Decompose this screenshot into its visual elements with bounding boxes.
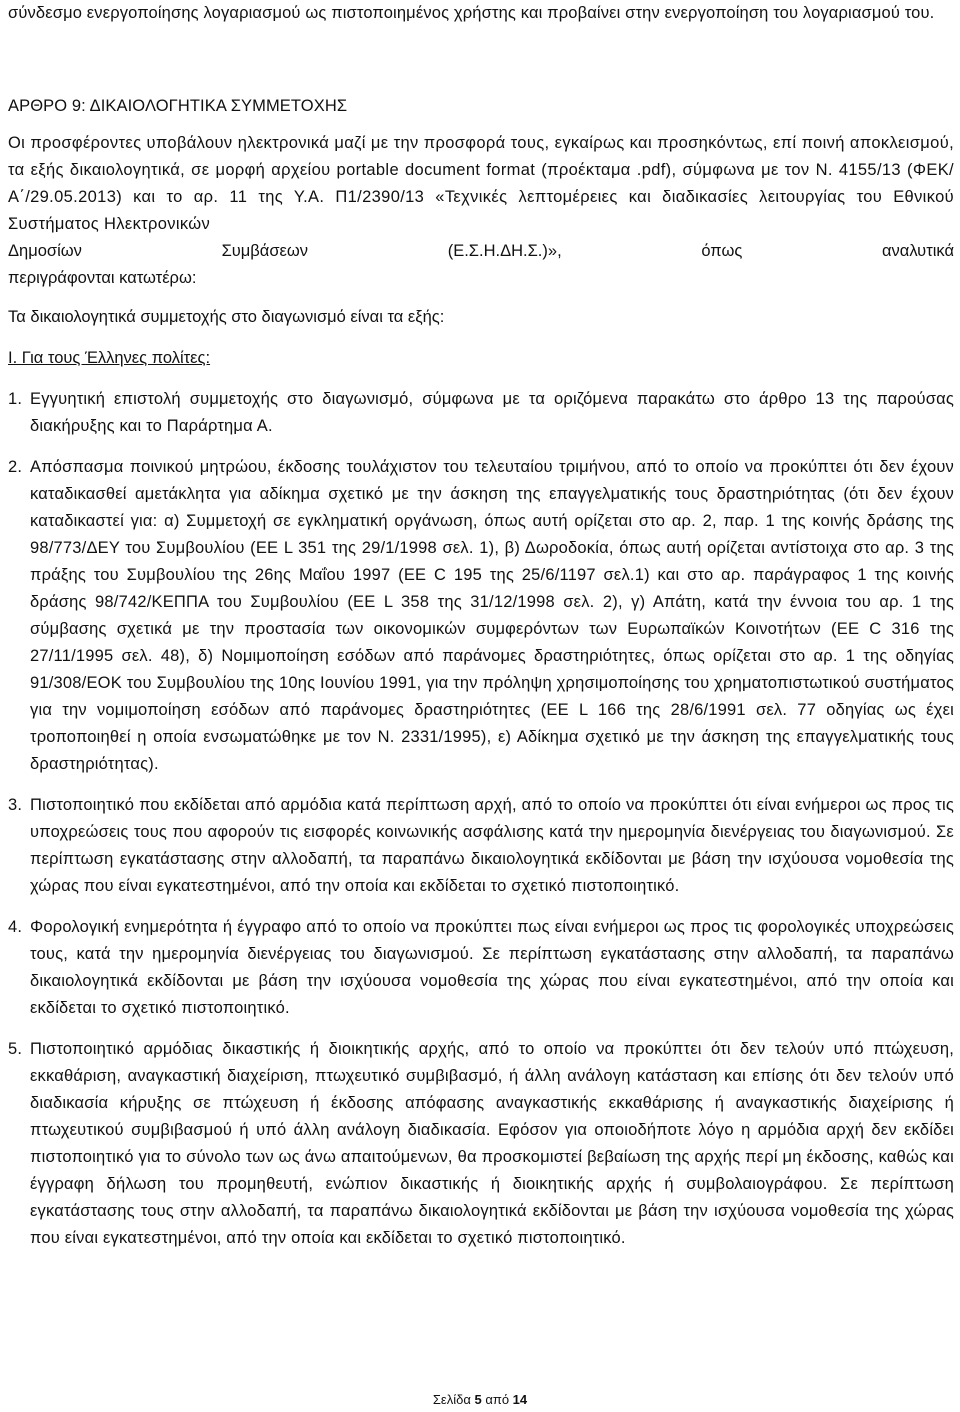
item-text: Εγγυητική επιστολή συμμετοχής στο διαγωνισμό, σύμφωνα με τα οριζόμενα παρακάτω στο άρθρο 13 της παρούσας διακήρυξης και το Παράρτημα Α. (30, 390, 954, 435)
lead-paragraph: σύνδεσμο ενεργοποίησης λογαριασμού ως πιστοποιημένος χρήστης και προβαίνει στην ενεργοποίηση του λογαριασμού του. (8, 4, 935, 22)
requirements-list (8, 386, 954, 1252)
article-body-last-line: περιγράφονται κατωτέρω: (8, 269, 197, 287)
footer-page-number: 5 (474, 1392, 482, 1407)
footer-of: από (485, 1392, 510, 1407)
item-text: Πιστοποιητικό αρμόδιας δικαστικής ή διοικητικής αρχής, από το οποίο να προκύπτει ότι δεν τελούν υπό πτώχευση, εκκαθάριση, αναγκαστική διαχείριση, πτωχευτικό συμβιβασμό, ή άλλη ανάλογη κατάσταση και επίσης ότι δεν τελούν υπό διαδικασία κήρυξης σε πτώχευση ή έκδοσης απόφασης αναγκαστικής εκκαθάρισης ή αναγκαστικής διαχείρισης ή πτωχευτικού συμβιβασμού ή υπό άλλη ανάλογη διαδικασία. Εφόσον για οποιοδήποτε λόγο η αρμόδια αρχή δεν εκδίδει πιστοποιητικό για το σύνολο των ως άνω απαιτούμενων, θα προσκομιστεί βεβαίωση της αρχής περί μη έκδοσης, καθώς και έγγραφη δήλωση του προμηθευτή, ενώπιον δικαστικής ή διοικητικής αρχής ή συμβολαιογράφου. Σε περίπτωση εγκατάστασης τους στην αλλοδαπή, τα παραπάνω δικαιολογητικά εκδίδονται με βάση την ισχύουσα νομοθεσία της χώρας που είναι εγκατεστημένοι, από την οποία και εκδίδεται το σχετικό πιστοποιητικό. (30, 1040, 954, 1247)
document-page (8, 0, 954, 1266)
spread-word: Δημοσίων (8, 242, 82, 260)
list-item (8, 454, 954, 778)
footer-label: Σελίδα (432, 1392, 471, 1407)
spread-word: (Ε.Σ.Η.ΔΗ.Σ.)», (447, 242, 562, 260)
item-number: 4. (8, 918, 23, 936)
footer-total-pages: 14 (512, 1392, 528, 1407)
article-title: ΑΡΘΡΟ 9: ΔΙΚΑΙΟΛΟΓΗΤΙΚΑ ΣΥΜΜΕΤΟΧΗΣ (8, 97, 348, 115)
list-item (8, 1036, 954, 1252)
item-text: Πιστοποιητικό που εκδίδεται από αρμόδια κατά περίπτωση αρχή, από το οποίο να προκύπτει ότι είναι ενήμεροι ως προς τις υποχρεώσεις τους που αφορούν τις εισφορές κοινωνικής ασφάλισης κατά την ημερομηνία διενέργειας του διαγωνισμού. Σε περίπτωση εγκατάστασης στην αλλοδαπή, τα παραπάνω δικαιολογητικά εκδίδονται με βάση την ισχύουσα νομοθεσία της χώρας που είναι εγκατεστημένοι, από την οποία και εκδίδεται το σχετικό πιστοποιητικό. (30, 796, 954, 895)
list-item (8, 914, 954, 1022)
list-item (8, 386, 954, 440)
spread-word: όπως (701, 242, 743, 260)
article-intro: Τα δικαιολογητικά συμμετοχής στο διαγωνισμό είναι τα εξής: (8, 308, 445, 326)
page-footer (0, 1392, 960, 1408)
article-body-spread-line (8, 238, 954, 265)
spread-word: αναλυτικά (882, 242, 954, 260)
item-number: 5. (8, 1040, 23, 1058)
item-text: Απόσπασμα ποινικού μητρώου, έκδοσης τουλάχιστον του τελευταίου τριμήνου, από το οποίο να προκύπτει ότι δεν έχουν καταδικασθεί αμετάκλητα για αδίκημα σχετικό με την άσκηση της επαγγελματικής τους δραστηριότητας (ότι δεν έχουν καταδικαστεί για: α) Συμμετοχή σε εγκληματική οργάνωση, όπως αυτή ορίζεται στο αρ. 2, παρ. 1 της κοινής δράσης της 98/773/ΔΕΥ του Συμβουλίου (ΕΕ L 351 της 29/1/1998 σελ. 1), β) Δωροδοκία, όπως αυτή ορίζεται αντίστοιχα στο αρ. 3 της πράξης του Συμβουλίου της 26ης Μαΐου 1997 (ΕΕ C 195 της 25/6/1197 σελ.1) και στο αρ. παράγραφος 1 της κοινής δράσης 98/742/ΚΕΠΠΑ του Συμβουλίου (ΕΕ L 358 της 31/12/1998 σελ. 2), γ) Απάτη, κατά την έννοια του αρ. 1 της σύμβασης σχετικά με την προστασία των οικονομικών συμφερόντων των Ευρωπαϊκών Κοινοτήτων (ΕΕ C 316 της 27/11/1995 σελ. 48), δ) Νομιμοποίηση εσόδων από παράνομες δραστηριότητες, όπως ορίζεται στο αρ. 1 της οδηγίας 91/308/ΕΟΚ του Συμβουλίου της 10ης Ιουνίου 1991, για την πρόληψη χρησιμοποίησης του χρηματοπιστωτικού συστήματος για την νομιμοποίηση εσόδων από παράνομες δραστηριότητες (ΕΕ L 166 της 28/6/1991 σελ. 77 οδηγίας ως έχει τροποποιηθεί η οποία ενσωματώθηκε με τον Ν. 2331/1995), ε) Αδίκημα σχετικό με την άσκηση της επαγγελματικής τους δραστηριότητας). (30, 458, 954, 773)
item-number: 1. (8, 390, 23, 408)
item-number: 3. (8, 796, 23, 814)
item-number: 2. (8, 458, 23, 476)
list-item (8, 792, 954, 900)
section-subhead: Ι. Για τους Έλληνες πολίτες: (8, 349, 211, 367)
spread-word: Συμβάσεων (221, 242, 309, 260)
item-text: Φορολογική ενημερότητα ή έγγραφο από το οποίο να προκύπτει πως είναι ενήμεροι ως προς τις φορολογικές υποχρεώσεις τους, κατά την ημερομηνία διενέργειας του διαγωνισμού. Σε περίπτωση εγκατάστασης στην αλλοδαπή, τα παραπάνω δικαιολογητικά εκδίδονται με βάση την ισχύουσα νομοθεσία της χώρας που είναι εγκατεστημένοι, από την οποία και εκδίδεται το σχετικό πιστοποιητικό. (30, 918, 954, 1017)
article-body: Οι προσφέροντες υποβάλουν ηλεκτρονικά μαζί με την προσφορά τους, εγκαίρως και προσηκόντως, επί ποινή αποκλεισμού, τα εξής δικαιολογητικά, σε μορφή αρχείου portable document format (προέκταμα .pdf), σύμφωνα με τον Ν. 4155/13 (ΦΕΚ/Α΄/29.05.2013) και το αρ. 11 της Υ.Α. Π1/2390/13 «Τεχνικές λεπτομέρειες και διαδικασίες λειτουργίας του Εθνικού Συστήματος Ηλεκτρονικών (8, 134, 954, 233)
